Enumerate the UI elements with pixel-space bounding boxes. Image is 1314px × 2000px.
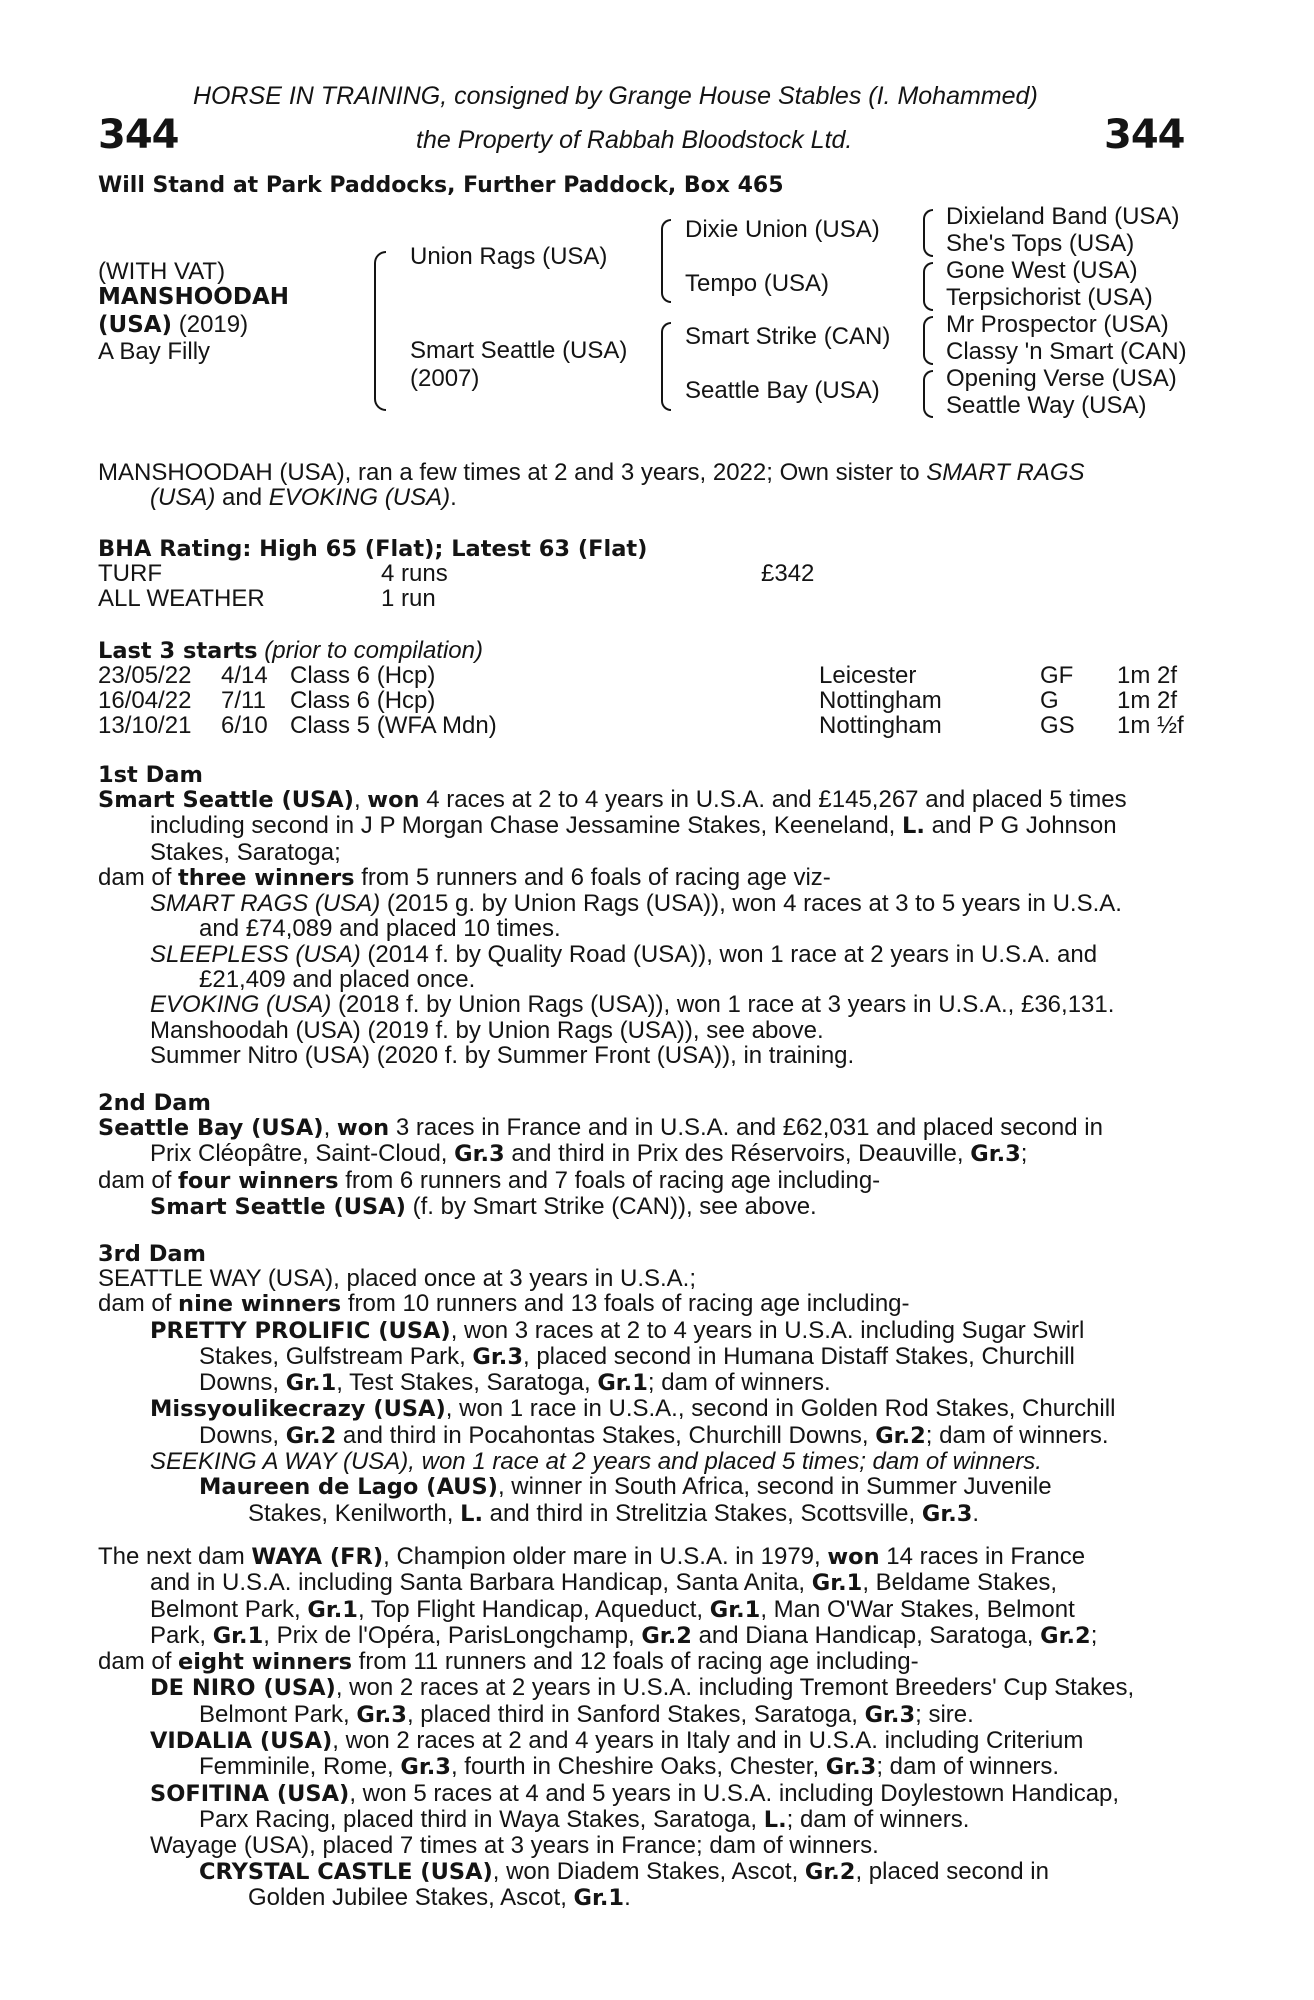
start-date: 16/04/22 <box>98 687 192 714</box>
brace-g3 <box>923 316 933 365</box>
ggparent-3: Gone West (USA) <box>946 257 1138 284</box>
vat-note: (WITH VAT) <box>98 258 226 285</box>
dam3-section: SEATTLE WAY (USA), placed once at 3 years in U.S.A.; dam of nine winners from 10 runners and 13 foals of racing age including- PRETTY PROLIFIC (USA), won 3 races at 2 to 4 years in U.S.A. including Sugar Swirl Stakes, Gulfstream Park, Gr.3, placed second in Humana Distaff Stakes, Churchill Downs, Gr.1, Test Stakes, Saratoga, Gr.1; dam of winners. Missyoulikecrazy (USA), won 1 race in U.S.A., second in Golden Rod Stakes, Churchill Downs, Gr.2 and third in Pocahontas Stakes, Churchill Downs, Gr.2; dam of winners. SEEKING A WAY (USA), won 1 race at 2 years and placed 5 times; dam of winners. Maureen de Lago (AUS), winner in South Africa, second in Summer Juvenile Stakes, Kenilworth, L. and third in Strelitzia Stakes, Scottsville, Gr.3. <box>98 1265 1116 1527</box>
start-date: 13/10/21 <box>98 712 192 739</box>
start-class: Class 5 (WFA Mdn) <box>290 712 497 739</box>
ggparent-2: She's Tops (USA) <box>946 230 1135 257</box>
rating-turf-prize: £342 <box>761 560 815 587</box>
brace-g2 <box>923 262 933 311</box>
rating-aw-runs: 1 run <box>381 585 436 612</box>
dam-dam: Seattle Bay (USA) <box>685 377 880 404</box>
ggparent-6: Classy 'n Smart (CAN) <box>946 338 1187 365</box>
start-going: GF <box>1040 662 1074 689</box>
brace-parents <box>374 251 386 411</box>
ggparent-4: Terpsichorist (USA) <box>946 284 1153 311</box>
ggparent-8: Seattle Way (USA) <box>946 392 1147 419</box>
lot-number-left: 344 <box>98 112 179 158</box>
sire-dam: Tempo (USA) <box>685 270 830 297</box>
dam3-heading: 3rd Dam <box>98 1241 206 1267</box>
start-distance: 1m 2f <box>1117 687 1178 714</box>
brace-dam-parents <box>661 322 671 411</box>
last-starts-heading: Last 3 starts (prior to compilation) <box>98 637 483 664</box>
start-course: Nottingham <box>819 687 942 714</box>
ggparent-7: Opening Verse (USA) <box>946 365 1177 392</box>
start-date: 23/05/22 <box>98 662 192 689</box>
brace-sire-parents <box>661 219 671 303</box>
rating-turf-surface: TURF <box>98 560 162 587</box>
rating-aw-surface: ALL WEATHER <box>98 585 265 612</box>
stand-line: Will Stand at Park Paddocks, Further Paddock, Box 465 <box>98 173 784 198</box>
dam2-heading: 2nd Dam <box>98 1090 211 1116</box>
ggparent-1: Dixieland Band (USA) <box>946 203 1180 230</box>
rating-turf-runs: 4 runs <box>381 560 448 587</box>
dam2-section: Seattle Bay (USA), won 3 races in France and in U.S.A. and £62,031 and placed second in Prix Cléopâtre, Saint-Cloud, Gr.3 and third in Prix des Réservoirs, Deauville, Gr.3; dam of four winners from 6 runners and 7 foals of racing age including- Smart Seattle (USA) (f. by Smart Strike (CAN)), see above. <box>98 1114 1103 1220</box>
start-course: Leicester <box>819 662 917 689</box>
horse-description: A Bay Filly <box>98 338 211 365</box>
brace-g1 <box>923 209 933 257</box>
start-course: Nottingham <box>819 712 942 739</box>
start-distance: 1m ½f <box>1117 712 1184 739</box>
dam1-heading: 1st Dam <box>98 762 203 788</box>
start-position: 4/14 <box>221 662 268 689</box>
next-dam-section: The next dam WAYA (FR), Champion older mare in U.S.A. in 1979, won 14 races in France and in U.S.A. including Santa Barbara Handicap, Santa Anita, Gr.1, Beldame Stakes, Belmont Park, Gr.1, Top Flight Handicap, Aqueduct, Gr.1, Man O'War Stakes, Belmont Park, Gr.1, Prix de l'Opéra, ParisLongchamp, Gr.2 and Diana Handicap, Saratoga, Gr.2; dam of eight winners from 11 runners and 12 foals of racing age including- DE NIRO (USA), won 2 races at 2 years in U.S.A. including Tremont Breeders' Cup Stakes, Belmont Park, Gr.3, placed third in Sanford Stakes, Saratoga, Gr.3; sire. VIDALIA (USA), won 2 races at 2 and 4 years in Italy and in U.S.A. including Criterium Femminile, Rome, Gr.3, fourth in Cheshire Oaks, Chester, Gr.3; dam of winners. SOFITINA (USA), won 5 races at 4 and 5 years in U.S.A. including Doylestown Handicap, Parx Racing, placed third in Waya Stakes, Saratoga, L.; dam of winners. Wayage (USA), placed 7 times at 3 years in France; dam of winners. CRYSTAL CASTLE (USA), won Diadem Stakes, Ascot, Gr.2, placed second in Golden Jubilee Stakes, Ascot, Gr.1. <box>98 1543 1135 1911</box>
start-going: G <box>1040 687 1059 714</box>
start-position: 6/10 <box>221 712 268 739</box>
start-going: GS <box>1040 712 1075 739</box>
race-summary: MANSHOODAH (USA), ran a few times at 2 and 3 years, 2022; Own sister to SMART RAGS (USA) and EVOKING (USA). <box>98 459 1085 512</box>
lot-number-right: 344 <box>1104 112 1185 158</box>
property-line: the Property of Rabbah Bloodstock Ltd. <box>416 126 853 154</box>
horse-name: MANSHOODAH <box>98 284 289 310</box>
rating-heading: BHA Rating: High 65 (Flat); Latest 63 (Flat) <box>98 536 648 562</box>
sire-sire: Dixie Union (USA) <box>685 216 880 243</box>
ggparent-5: Mr Prospector (USA) <box>946 311 1169 338</box>
start-distance: 1m 2f <box>1117 662 1178 689</box>
start-position: 7/11 <box>221 687 266 714</box>
dam1-section: Smart Seattle (USA), won 4 races at 2 to 4 years in U.S.A. and £145,267 and placed 5 times including second in J P Morgan Chase Jessamine Stakes, Keeneland, L. and P G Johnson Stakes, Saratoga; dam of three winners from 5 runners and 6 foals of racing age viz- SMART RAGS (USA) (2015 g. by Union Rags (USA)), won 4 races at 3 to 5 years in U.S.A. and £74,089 and placed 10 times. SLEEPLESS (USA) (2014 f. by Quality Road (USA)), won 1 race at 2 years in U.S.A. and £21,409 and placed once. EVOKING (USA) (2018 f. by Union Rags (USA)), won 1 race at 3 years in U.S.A., £36,131. Manshoodah (USA) (2019 f. by Union Rags (USA)), see above. Summer Nitro (USA) (2020 f. by Summer Front (USA)), in training. <box>98 786 1127 1069</box>
start-class: Class 6 (Hcp) <box>290 662 436 689</box>
start-class: Class 6 (Hcp) <box>290 687 436 714</box>
brace-g4 <box>923 370 933 418</box>
dam-sire: Smart Strike (CAN) <box>685 323 891 350</box>
consignor-line: HORSE IN TRAINING, consigned by Grange House Stables (I. Mohammed) <box>193 82 1038 110</box>
dam-year: (2007) <box>410 365 480 392</box>
horse-origin-year: (USA) (2019) <box>98 311 249 338</box>
dam: Smart Seattle (USA) <box>410 337 628 364</box>
sire: Union Rags (USA) <box>410 243 608 270</box>
